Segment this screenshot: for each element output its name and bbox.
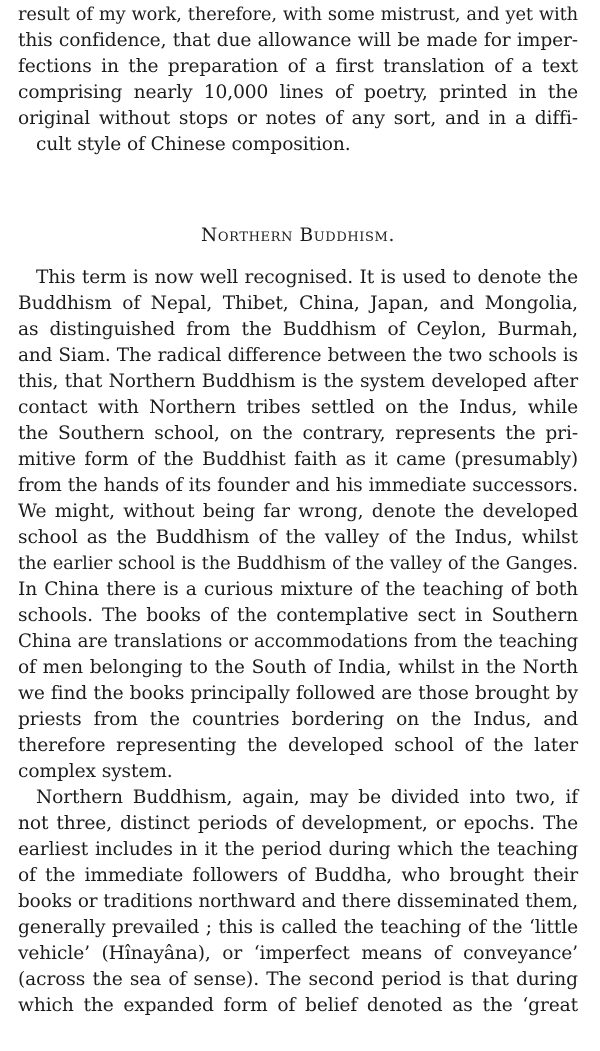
text-line: result of my work, therefore, with some mistrust, and yet with (18, 4, 578, 25)
text-line: the Southern school, on the contrary, represents the pri- (18, 423, 578, 444)
text-line: original without stops or notes of any sort, and in a diffi- (18, 108, 578, 129)
text-line: generally prevailed ; this is called the teaching of the ‘little (18, 917, 578, 938)
text-line: contact with Northern tribes settled on the Indus, while (18, 397, 578, 418)
text-line: this, that Northern Buddhism is the system developed after (18, 371, 578, 392)
text-line: China are translations or accommodations from the teaching (18, 631, 578, 652)
text-line: from the hands of its founder and his immediate successors. (18, 475, 578, 496)
text-line: This term is now well recognised. It is used to denote the (36, 267, 578, 288)
text-line: earliest includes in it the period during which the teaching (18, 839, 578, 860)
text-line: comprising nearly 10,000 lines of poetry, printed in the (18, 82, 578, 103)
text-line: as distinguished from the Buddhism of Ceylon, Burmah, (18, 319, 578, 340)
text-line: the earlier school is the Buddhism of the valley of the Ganges. (18, 553, 578, 574)
text-line: therefore representing the developed school of the later (18, 735, 578, 756)
book-page (18, 0, 578, 1051)
text-line: We might, without being far wrong, denote the developed (18, 501, 578, 522)
text-line: of men belonging to the South of India, whilst in the North (18, 657, 578, 678)
text-line: cult style of Chinese composition. (36, 134, 351, 155)
text-line: and Siam. The radical difference between the two schools is (18, 345, 578, 366)
text-line: mitive form of the Buddhist faith as it came (presumably) (18, 449, 578, 470)
text-line: Northern Buddhism, again, may be divided into two, if (36, 787, 578, 808)
text-line: school as the Buddhism of the valley of the Indus, whilst (18, 527, 578, 548)
text-line: Buddhism of Nepal, Thibet, China, Japan, and Mongolia, (18, 293, 578, 314)
text-line: we find the books principally followed are those brought by (18, 683, 578, 704)
text-line: complex system. (18, 761, 173, 782)
text-line: this confidence, that due allowance will be made for imper- (18, 30, 578, 51)
text-line: schools. The books of the contemplative sect in Southern (18, 605, 578, 626)
section-heading: Northern Buddhism. (201, 225, 395, 246)
text-line: (across the sea of sense). The second period is that during (18, 969, 578, 990)
text-line: not three, distinct periods of development, or epochs. The (18, 813, 578, 834)
text-line: vehicle’ (Hînayâna), or ‘imperfect means of conveyance’ (18, 943, 578, 964)
text-line: In China there is a curious mixture of the teaching of both (18, 579, 578, 600)
text-line: fections in the preparation of a first translation of a text (18, 56, 578, 77)
text-line: which the expanded form of belief denoted as the ‘great (18, 995, 578, 1016)
text-line: priests from the countries bordering on the Indus, and (18, 709, 578, 730)
text-line: books or traditions northward and there disseminated them, (18, 891, 578, 912)
text-line: of the immediate followers of Buddha, who brought their (18, 865, 578, 886)
